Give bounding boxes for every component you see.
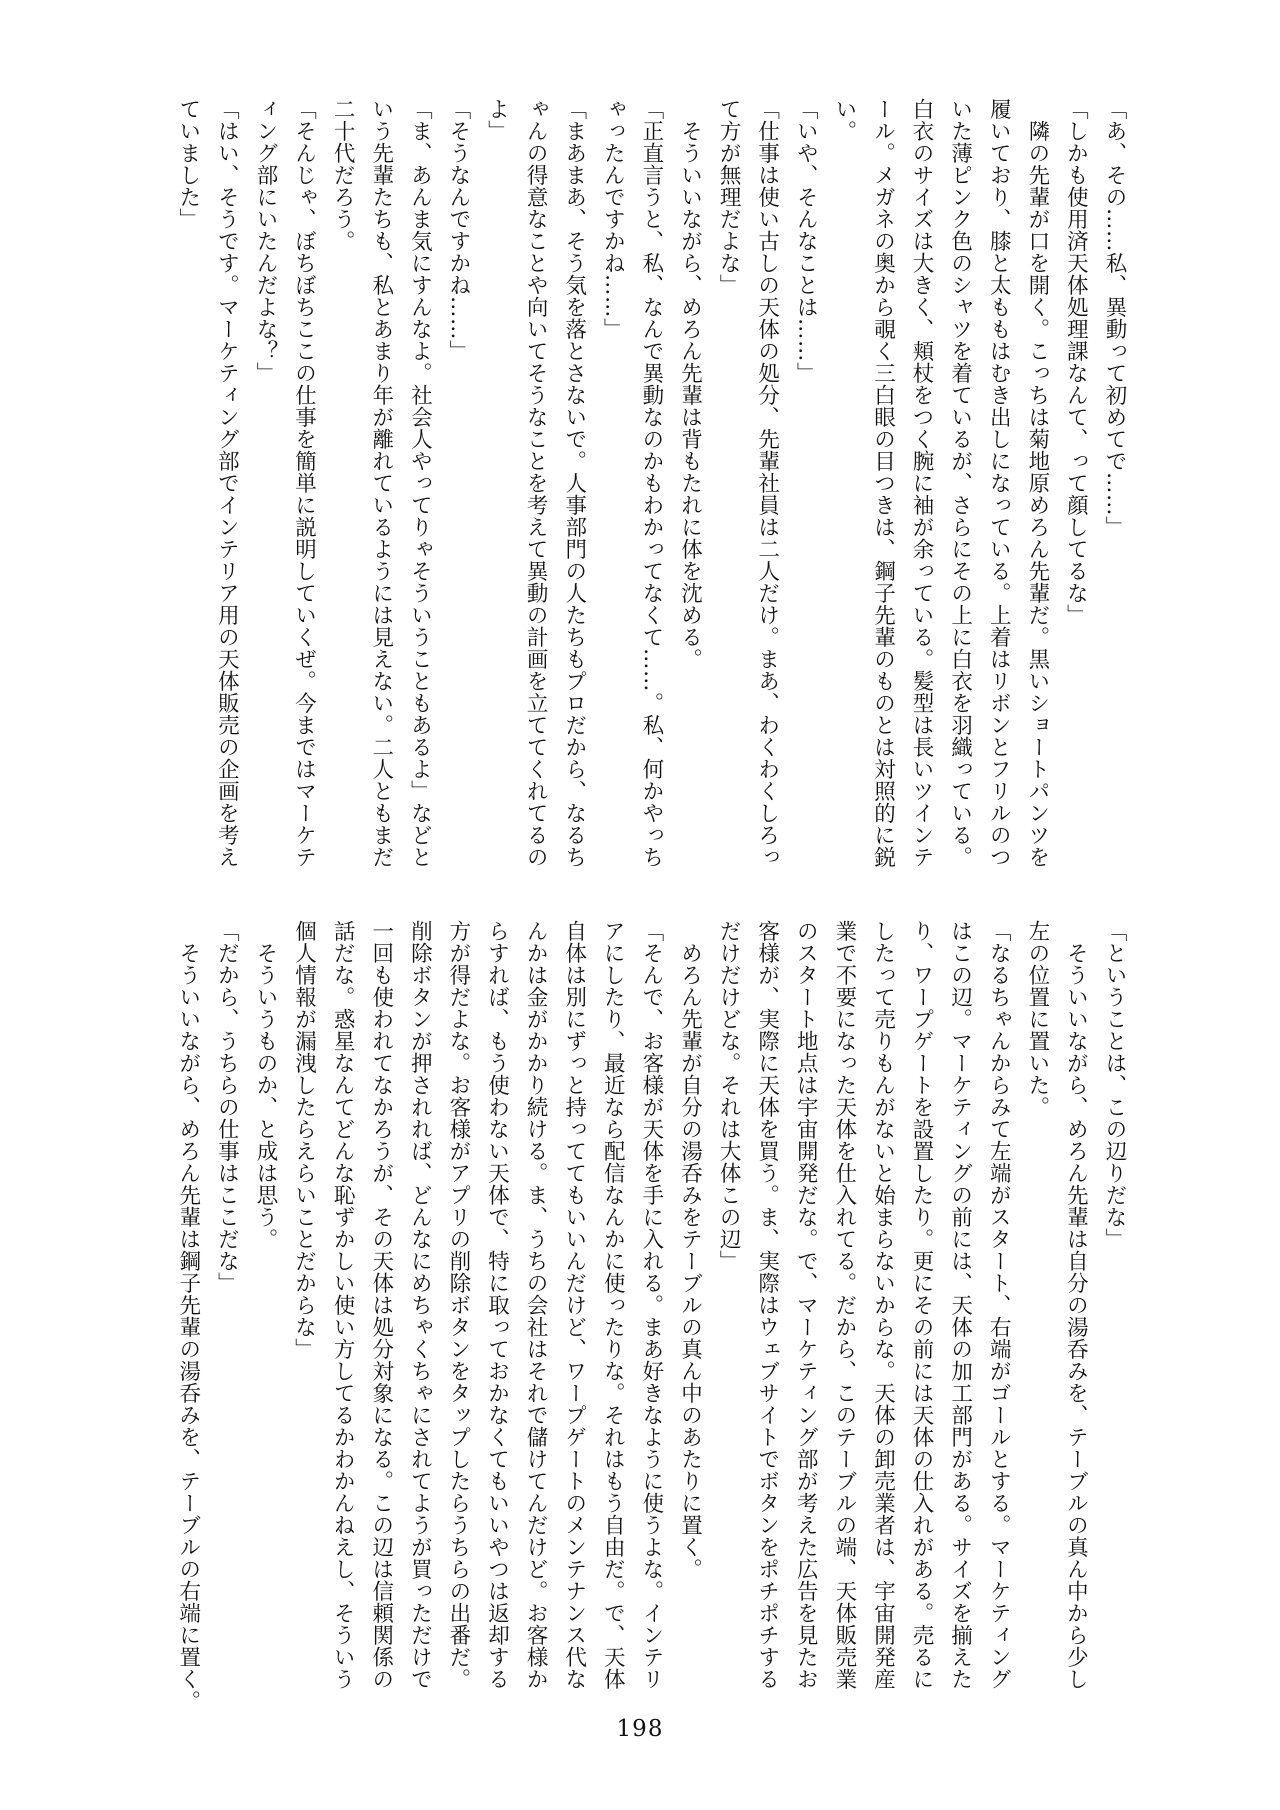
text-line: 「まあまあ、そう気を落とさないで。人事部門の人たちもプロだから、なるち (561, 98, 587, 868)
text-line: 方が得だよな。お客様がアプリの削除ボタンをタップしたらうちらの出番だ。 (445, 920, 471, 1690)
text-line: ィング部にいたんだよな？」 (252, 98, 278, 384)
text-line: ゃんの得意なことや向いてそうなことを考えて異動の計画を立ててくれてるの (523, 98, 549, 868)
text-line: 履いており、膝と太ももはむき出しになっている。上着はリボンとフリルのつ (986, 98, 1012, 868)
text-line: 「そんじゃ、ぼちぼちここの仕事を簡単に説明していくぜ。今まではマーケテ (291, 98, 317, 868)
text-line: のスタート地点は宇宙開発だな。で、マーケティング部が考えた広告を見たお (793, 920, 819, 1690)
text-line: いう先輩たちも、私とあまり年が離れているようには見えない。二人ともまだ (368, 98, 394, 868)
text-line: 「そうなんですかね……」 (445, 98, 471, 362)
text-line: 話だな。惑星なんてどんな恥ずかしい使い方してるかわかんねえし、そういう (330, 920, 356, 1690)
text-line: そういうものか、と成は思う。 (252, 920, 278, 1250)
text-line: い。 (831, 98, 857, 142)
text-line: 自体は別にずっと持っててもいいんだけど、ワープゲートのメンテナンス代な (561, 920, 587, 1690)
text-line: 「しかも使用済天体処理課なんて、って顔してるな」 (1063, 98, 1089, 626)
text-line: そういいながら、めろん先輩は自分の湯呑みを、テーブルの真ん中から少し (1063, 920, 1089, 1690)
text-line: 「仕事は使い古しの天体の処分、先輩社員は二人だけ。まあ、わくわくしろっ (754, 98, 780, 868)
text-line: はこの辺。マーケティングの前には、天体の加工部門がある。サイズを揃えた (947, 920, 973, 1690)
text-line: 「いや、そんなことは……」 (793, 98, 819, 384)
text-line: 白衣のサイズは大きく、頬杖をつく腕に袖が余っている。髪型は長いツインテ (909, 98, 935, 868)
text-block-upper (158, 98, 1133, 868)
text-line: んかは金がかかり続ける。ま、うちの会社はそれで儲けてんだけど。お客様か (523, 920, 549, 1690)
text-line: 「あ、その……私、異動って初めてで……」 (1102, 98, 1127, 538)
text-line: 「そんで、お客様が天体を手に入れる。まあ好きなように使うよな。インテリ (638, 920, 664, 1690)
text-line: 左の位置に置いた。 (1024, 920, 1050, 1118)
text-line: て方が無理だよな」 (716, 98, 742, 296)
text-line: 削除ボタンが押されれば、どんなにめちゃくちゃにされてようが買っただけで (407, 920, 433, 1690)
text-line: 業で不要になった天体を仕入れてる。だから、このテーブルの端、天体販売業 (831, 920, 857, 1690)
text-line: 個人情報が漏洩したらえらいことだからな」 (291, 920, 317, 1360)
text-line: ール。メガネの奥から覗く三白眼の目つきは、鋼子先輩のものとは対照的に鋭 (870, 98, 896, 868)
text-line: だけだけどな。それは大体この辺」 (716, 920, 742, 1272)
text-line: よ」 (484, 98, 510, 142)
text-line: 「ということは、この辺りだな」 (1102, 920, 1127, 1250)
text-line: いた薄ピンク色のシャツを着ているが、さらにその上に白衣を羽織っている。 (947, 98, 973, 868)
text-line: 「はい、そうです。マーケティング部でインテリア用の天体販売の企画を考え (214, 98, 240, 868)
text-line: ていました」 (175, 98, 201, 230)
text-line: 「ま、あんま気にすんなよ。社会人やってりゃそういうこともあるよ」などと (407, 98, 433, 868)
text-line: 「なるちゃんからみて左端がスタート、右端がゴールとする。マーケティング (986, 920, 1012, 1690)
text-line: そういいながら、めろん先輩は鋼子先輩の湯呑みを、テーブルの右端に置く。 (175, 920, 201, 1712)
text-line: めろん先輩が自分の湯呑みをテーブルの真ん中のあたりに置く。 (677, 920, 703, 1580)
text-line: 「だから、うちらの仕事はここだな」 (214, 920, 240, 1294)
page-number: 198 (616, 1716, 664, 1742)
text-line: 客様が、実際に天体を買う。ま、実際はウェブサイトでボタンをポチポチする (754, 920, 780, 1690)
text-line: 「正直言うと、私、なんで異動なのかもわかってなくて……。私、何かやっち (638, 98, 664, 868)
text-block-lower (158, 920, 1133, 1712)
text-line: ゃったんですかね……」 (600, 98, 626, 340)
text-line: アにしたり、最近なら配信なんかに使ったりな。それはもう自由だ。で、天体 (600, 920, 626, 1690)
text-line: したって売りもんがないと始まらないからな。天体の卸売業者は、宇宙開発産 (870, 920, 896, 1690)
text-line: 二十代だろう。 (330, 98, 356, 252)
text-line: 一回も使われてなかろうが、その天体は処分対象になる。この辺は信頼関係の (368, 920, 394, 1690)
text-line: そういいながら、めろん先輩は背もたれに体を沈める。 (677, 98, 703, 670)
text-line: り、ワープゲートを設置したり。更にその前には天体の仕入れがある。売るに (909, 920, 935, 1690)
text-line: らすれば、もう使わない天体で、特に取っておかなくてもいいやつは返却する (484, 920, 510, 1690)
text-line: 隣の先輩が口を開く。こっちは菊地原めろん先輩だ。黒いショートパンツを (1024, 98, 1050, 868)
